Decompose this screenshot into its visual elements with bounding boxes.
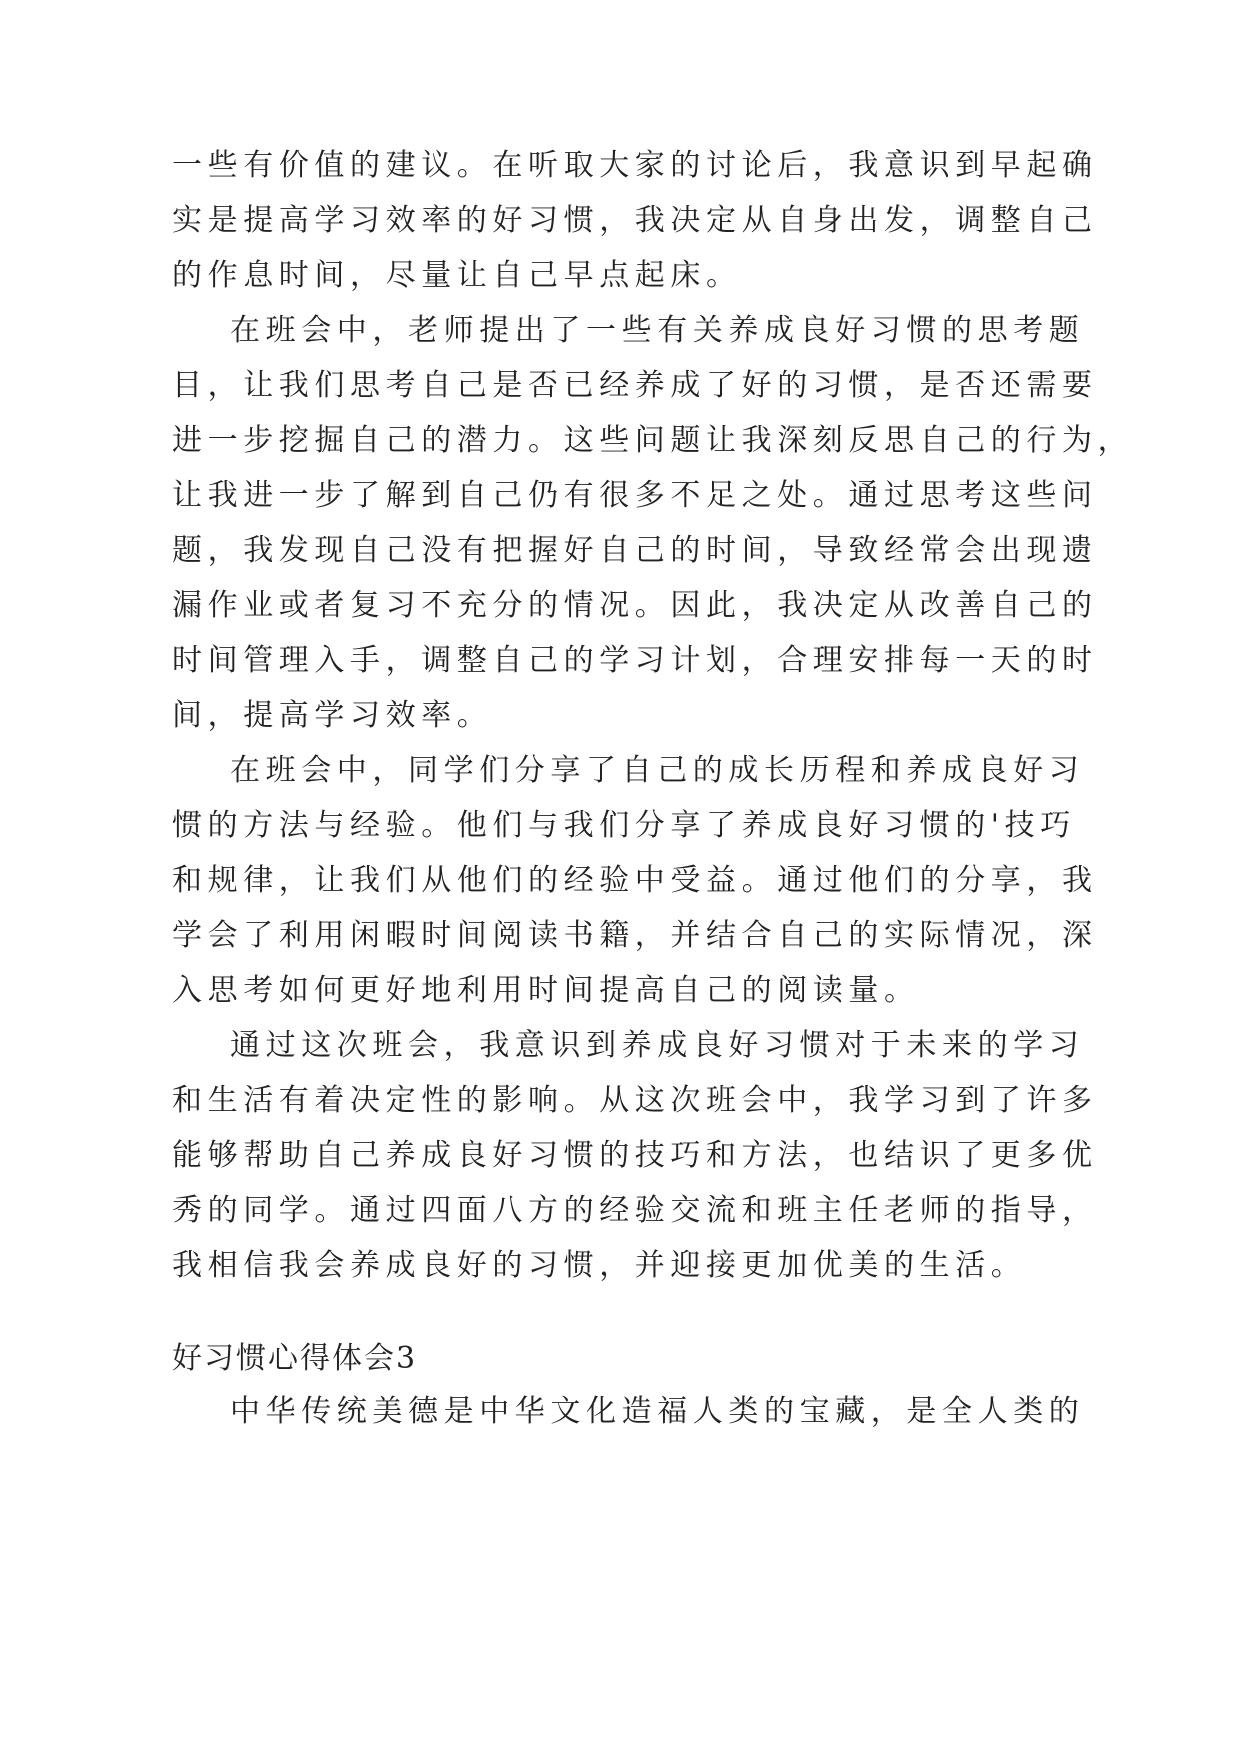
text-line: 题，我发现自己没有把握好自己的时间，导致经常会出现遗 bbox=[172, 533, 1098, 568]
text-line: 能够帮助自己养成良好习惯的技巧和方法，也结识了更多优 bbox=[172, 1138, 1098, 1173]
text-line: 秀的同学。通过四面八方的经验交流和班主任老师的指导， bbox=[172, 1193, 1098, 1228]
text-line: 和生活有着决定性的影响。从这次班会中，我学习到了许多 bbox=[172, 1083, 1098, 1118]
text-line: 通过这次班会，我意识到养成良好习惯对于未来的学习 bbox=[230, 1028, 1085, 1063]
text-line: 学会了利用闲暇时间阅读书籍，并结合自己的实际情况，深 bbox=[172, 918, 1098, 953]
text-line: 中华传统美德是中华文化造福人类的宝藏，是全人类的 bbox=[230, 1394, 1085, 1429]
text-line: 目，让我们思考自己是否已经养成了好的习惯，是否还需要 bbox=[172, 368, 1098, 403]
text-line: 时间管理入手，调整自己的学习计划，合理安排每一天的时 bbox=[172, 643, 1098, 678]
text-line: 我相信我会养成良好的习惯，并迎接更加优美的生活。 bbox=[172, 1248, 1027, 1283]
text-line: 和规律，让我们从他们的经验中受益。通过他们的分享，我 bbox=[172, 863, 1098, 898]
text-line: 实是提高学习效率的好习惯，我决定从自身出发，调整自己 bbox=[172, 203, 1098, 238]
text-line: 进一步挖掘自己的潜力。这些问题让我深刻反思自己的行为， bbox=[172, 423, 1134, 458]
section-heading: 好习惯心得体会3 bbox=[172, 1341, 418, 1376]
text-line: 的作息时间，尽量让自己早点起床。 bbox=[172, 258, 742, 293]
text-line: 在班会中，老师提出了一些有关养成良好习惯的思考题 bbox=[230, 313, 1085, 348]
text-line: 在班会中，同学们分享了自己的成长历程和养成良好习 bbox=[230, 753, 1085, 788]
text-line: 惯的方法与经验。他们与我们分享了养成良好习惯的'技巧 bbox=[172, 808, 1076, 843]
text-line: 间，提高学习效率。 bbox=[172, 698, 493, 733]
text-line: 让我进一步了解到自己仍有很多不足之处。通过思考这些问 bbox=[172, 478, 1098, 513]
text-line: 一些有价值的建议。在听取大家的讨论后，我意识到早起确 bbox=[172, 148, 1098, 183]
text-line: 漏作业或者复习不充分的情况。因此，我决定从改善自己的 bbox=[172, 588, 1098, 623]
text-line: 入思考如何更好地利用时间提高自己的阅读量。 bbox=[172, 973, 920, 1008]
